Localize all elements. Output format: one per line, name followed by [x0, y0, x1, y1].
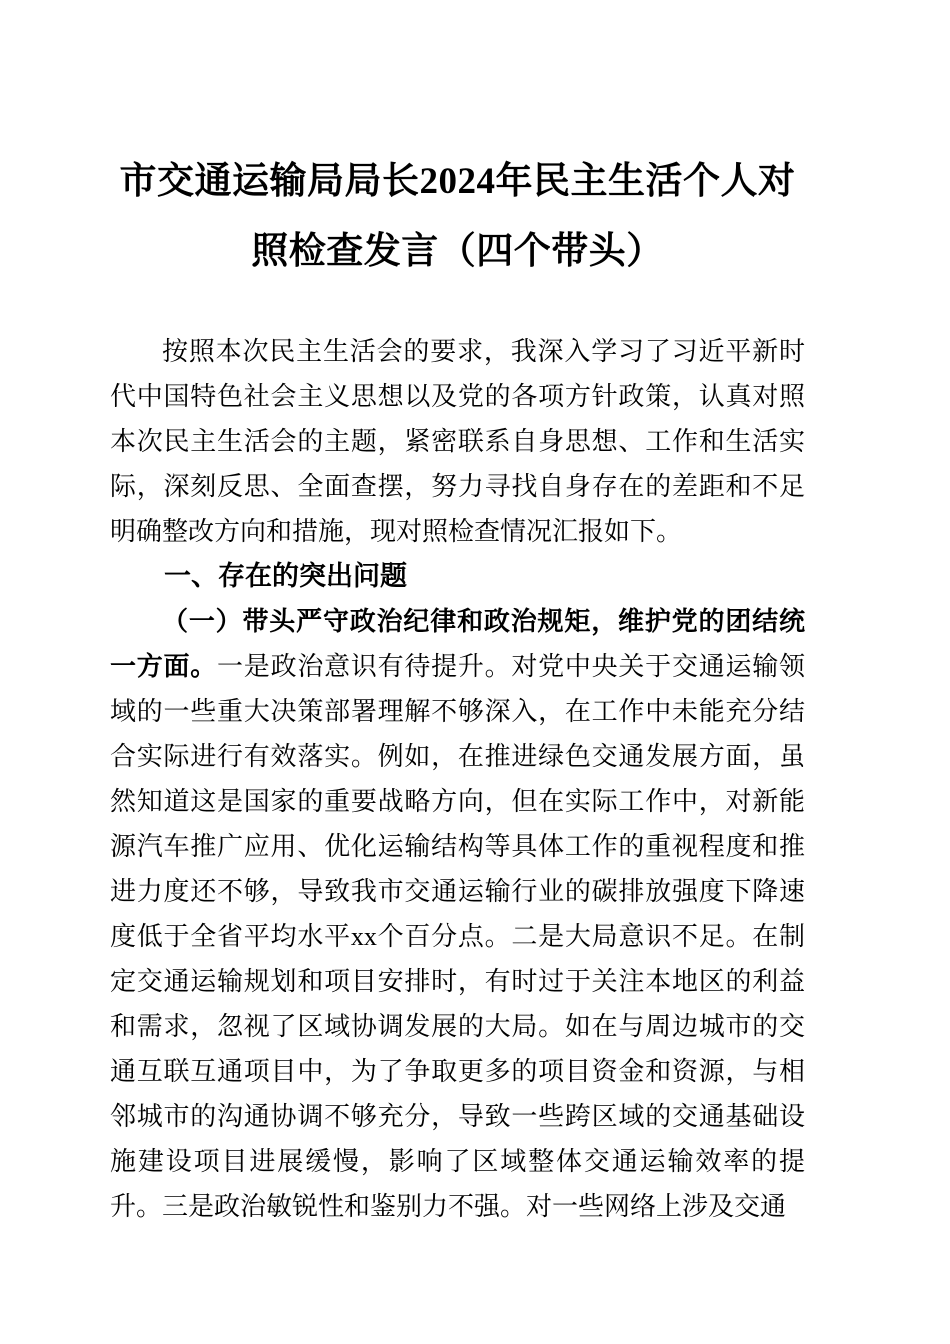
document-title: 市交通运输局局长2024年民主生活个人对照检查发言（四个带头）	[119, 161, 796, 272]
section1-body-text: 一是政治意识有待提升。对党中央关于交通运输领域的一些重大决策部署理解不够深入，在工作中未能充分结合实际进行有效落实。例如，在推进绿色交通发展方面，虽然知道这是国家的重要战略方向，但在实际工作中，对新能源汽车推广应用、优化运输结构等具体工作的重视程度和推进力度还不够，导致我市交通运输行业的碳排放强度下降速度低于全省平均水平xx个百分点。二是大局意识不足。在制定交通运输规划和项目安排时，有时过于关注本地区的利益和需求，忽视了区域协调发展的大局。如在与周边城市的交通互联互通项目中，为了争取更多的项目资金和资源，与相邻城市的沟通协调不够充分，导致一些跨区域的交通基础设施建设项目进展缓慢，影响了区域整体交通运输效率的提升。三是政治敏锐性和鉴别力不强。对一些网络上涉及交通	[110, 652, 805, 1221]
section1-paragraph	[110, 599, 805, 1229]
intro-paragraph: 按照本次民主生活会的要求，我深入学习了习近平新时代中国特色社会主义思想以及党的各项方针政策，认真对照本次民主生活会的主题，紧密联系自身思想、工作和生活实际，深刻反思、全面查摆，努力寻找自身存在的差距和不足明确整改方向和措施，现对照检查情况汇报如下。	[110, 337, 805, 546]
section-heading-problems: 一、存在的突出问题	[164, 561, 407, 591]
section1-lead-sentence: （一）带头严守政治纪律和政治规矩，维护党的团结统一方面。	[110, 607, 805, 681]
